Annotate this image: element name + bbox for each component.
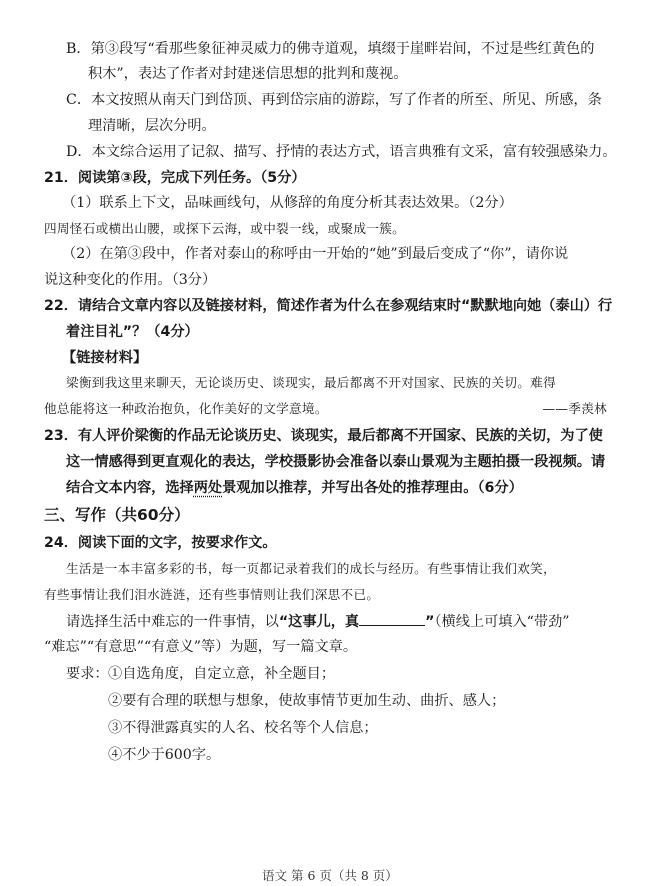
requirement-2: ②要有合理的联想与想象，使故事情节更加生动、曲折、感人； [108, 693, 506, 709]
section-writing-title: 三、写作（共60分） [44, 506, 190, 524]
requirement-3: ③不得泄露真实的人名、校名等个人信息； [108, 720, 378, 736]
question-23-line2: 这一情感得到更直观化的表达，学校摄影协会准备以泰山景观为主题拍摄一段视频。请 [66, 454, 606, 470]
question-24-title: 24．阅读下面的文字，按要求作文。 [44, 535, 277, 551]
question-23-line3-b: 景观加以推荐，并写出各处的推荐理由。（6分） [222, 480, 523, 496]
page-footer: 语文 第 6 页（共 8 页） [262, 868, 398, 883]
question-24-para2-b: （横线上可填入“带劲” [434, 614, 570, 630]
essay-title-prompt: “这事儿，真 [278, 614, 360, 630]
link-material-line2: 他总能将这一种政治抱负，化作美好的文学意境。 [44, 401, 328, 416]
question-24-para2-line2: “难忘”“有意思”“有意义”等）为题，写一篇文章。 [44, 639, 358, 655]
question-23-line1: 23．有人评价梁衡的作品无论谈历史、谈现实，最后都离不开国家、民族的关切，为了使 [44, 428, 603, 444]
requirement-4: ④不少于600字。 [108, 747, 221, 763]
question-22-line1: 22．请结合文章内容以及链接材料，简述作者为什么在参观结束时“默默地向她（泰山）行 [44, 298, 613, 314]
link-material-attribution: ——季羡林 [542, 401, 607, 416]
question-23-emphasis: 两处 [193, 480, 223, 496]
question-24-para2-line1 [66, 611, 570, 632]
option-d: D．本文综合运用了记叙、描写、抒情的表达方式，语言典雅有文采，富有较强感染力。 [66, 144, 617, 160]
question-23-line3-a: 结合文本内容，选择 [66, 480, 194, 496]
question-24-para1-line2: 有些事情让我们泪水涟涟，还有些事情则让我们深思不已。 [44, 587, 380, 602]
question-21-sub2-line2: 说这种变化的作用。（3分） [44, 272, 217, 288]
question-24-para2-a: 请选择生活中难忘的一件事情，以 [66, 614, 279, 630]
question-21-sub2-line1: （2）在第③段中，作者对泰山的称呼由一开始的“她”到最后变成了“你”，请你说 [62, 246, 569, 262]
question-21-quote: 四周怪石或横出山腰，或探下云海，或中裂一线，或聚成一簇。 [44, 221, 406, 236]
link-material-title: 【链接材料】 [62, 350, 148, 366]
option-b-line2: 积木”，表达了作者对封建迷信思想的批判和蔑视。 [88, 66, 408, 82]
option-c-line1: C．本文按照从南天门到岱顶、再到岱宗庙的游踪，写了作者的所至、所见、所感，条 [66, 92, 602, 108]
essay-title-blank [359, 611, 425, 626]
question-24-para1-line1: 生活是一本丰富多彩的书，每一页都记录着我们的成长与经历。有些事情让我们欢笑， [66, 561, 556, 576]
question-21-sub1: （1）联系上下文，品味画线句，从修辞的角度分析其表达效果。（2分） [62, 195, 513, 211]
requirements-label: 要求： [66, 666, 109, 682]
link-material-line1: 梁衡到我这里来聊天，无论谈历史、谈现实，最后都离不开对国家、民族的关切。难得 [66, 375, 556, 390]
question-22-line2: 着注目礼”？（4分） [66, 324, 199, 340]
option-b-line1: B．第③段写“看那些象征神灵威力的佛寺道观，填缀于崖畔岩间，不过是些红黄色的 [66, 41, 595, 57]
essay-title-prompt-end: ” [425, 614, 435, 630]
question-21-title: 21．阅读第③段，完成下列任务。（5分） [44, 170, 306, 186]
requirement-1: ①自选角度，自定立意，补全题目； [108, 666, 336, 682]
question-23-line3 [66, 478, 523, 498]
option-c-line2: 理清晰，层次分明。 [88, 118, 216, 134]
